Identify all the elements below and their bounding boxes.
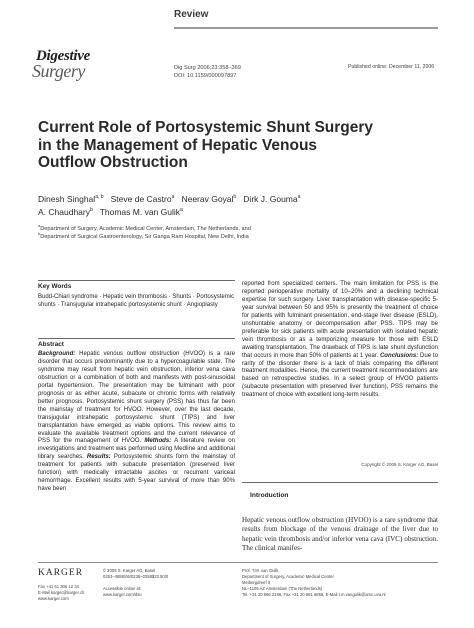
- footer-line: Department of Surgery, Academic Medical Center: [242, 574, 334, 579]
- journal-logo-line2: Surgery: [32, 61, 85, 81]
- footer-line[interactable]: Tel. +31 20 566 2166, Fax +31 20 691 6858, E-Mail t.m.vangulik@amc.uva.nl: [242, 592, 386, 597]
- journal-logo-line1: Digestive: [36, 48, 90, 64]
- affiliation-line: $^b$Department of Surgical Gastroenterology, Sir Ganga Ram Hospital, New Delhi, India: [38, 231, 249, 240]
- publication-info: [103, 568, 213, 598]
- author-name[interactable]: Neerav Goyal$^b$: [181, 194, 237, 204]
- publisher-contact: [38, 584, 98, 602]
- journal-url-link[interactable]: www.karger.com/dsu: [103, 592, 142, 597]
- intro-text: Hepatic venous outflow obstruction (HVOO) is a rare syndrome that results from blockage of the venous drainage of the liver due to hepatic vein thrombosis and/or inferior vena cava (IVC) obstruction. The clinical manifes-: [242, 516, 438, 553]
- footer-line: NL–1105 AZ Amsterdam (The Netherlands): [242, 586, 323, 591]
- email-link[interactable]: E-Mail karger@karger.ch: [38, 590, 85, 595]
- website-link[interactable]: www.karger.com: [38, 596, 69, 601]
- intro-heading: Introduction: [250, 492, 289, 499]
- author-list: [38, 193, 338, 218]
- footer-rule: [38, 562, 438, 563]
- footer-line: © 2006 S. Karger AG, Basel: [103, 568, 156, 573]
- citation-block: [174, 64, 241, 80]
- author-name[interactable]: Thomas M. van Gulik$^a$: [99, 206, 183, 217]
- abstract-continuation: reported from specialized centers. The main limitation for PSS is the reported perioperative mortality of 10–20% and a declining technical expertise for such surgery. Liver transplantation with disease-specific 5-year survival between 50 and 95% is presently the treatment of choice for patients with fulminant presentation, end-stage liver disease (ESLD), unshuntable anatomy or decompensation after PSS. TIPS may be preferable for sick patients with acute presentation with isolated hepatic vein thrombosis or as a temporizing measure for those with ESLD awaiting transplantation. The drawback of TIPS is late shunt dysfunction that occurs in more than 50% of patients at 1 year. Conclusions: Due to rarity of the disorder there is a lack of trials comparing the different treatment modalities. Hence, the current treatment recommendations are based on retrospective studies. In a select group of HVOO patients (subacute presentation with preserved liver function), PSS remains the treatment of choice with excellent long-term results.: [242, 281, 439, 399]
- abstract-heading: Abstract: [38, 341, 64, 348]
- author-name[interactable]: Dirk J. Gouma$^a$: [243, 194, 301, 204]
- affiliations: [38, 225, 338, 241]
- abstract-box: [38, 338, 235, 494]
- publisher-logo: KARGER: [38, 568, 84, 578]
- section-label: Review: [174, 9, 209, 20]
- journal-logo: [32, 48, 146, 81]
- footer-line: Meibergdreef 9: [242, 580, 271, 585]
- doi-link[interactable]: DOI: 10.1159/000097897: [174, 73, 237, 79]
- footer-line: Accessible online at:: [103, 586, 142, 591]
- author-name[interactable]: Dinesh Singhal$^{a, b}$: [38, 194, 104, 204]
- footer-line: 0253–4886/06/0236–0358$23.50/0: [103, 574, 169, 579]
- affiliation-line: $^a$Department of Surgery, Academic Medical Center, Amsterdam, The Netherlands, and: [38, 223, 251, 232]
- published-date: Published online: December 11, 2006: [348, 64, 435, 70]
- author-name[interactable]: Steve de Castro$^a$: [110, 194, 175, 204]
- footer-line: Prof. T.M. van Gulik: [242, 568, 279, 573]
- fax-line: Fax +41 61 306 12 34: [38, 584, 79, 589]
- article-title: Current Role of Portosystemic Shunt Surgery in the Management of Hepatic Venous Outflow Obstruction: [38, 119, 374, 171]
- author-name[interactable]: A. Chaudhary$^b$: [38, 206, 93, 217]
- header-rule: [174, 27, 438, 29]
- intro-rule: [242, 482, 438, 483]
- citation-line: Dig Surg 2006;23:358–369: [174, 65, 241, 71]
- keywords-text: Budd-Chiari syndrome · Hepatic vein thrombosis · Shunts · Portosystemic shunts · Transjugular intrahepatic portosystemic shunt · Angioplasty: [38, 294, 235, 309]
- abstract-text: Background: Hepatic venous outflow obstruction (HVOO) is a rare disorder that occurs predominantly due to a hypercoagulable state. The syndrome may result from hepatic vein obstruction, inferior vena cava obstruction or a combination of both and manifests with post-sinusoidal portal hypertension. The presentation may be fulminant with poor prognosis or as either acute, subacute or chronic forms with relatively better prognosis. Portosystemic shunt surgery (PSS) has thus far been the mainstay of treatment for HVOO. However, over the last decade, transjugular intrahepatic portosystemic shunt (TIPS) and liver transplantation have emerged as viable options. This review aims to evaluate the available treatment options and the current relevance of PSS for the management of HVOO. Methods: A literature review on investigations and treatment was performed using Medline and additional library searches. Results: Portosystemic shunts form the mainstay of treatment for patients with subacute presentation (preserved liver function) with medically intractable ascites or recurrent variceal hemorrhage. Excellent results with 5-year survival of more than 90% have been: [38, 351, 235, 493]
- abstract-copyright: Copyright © 2006 S. Karger AG, Basel: [361, 462, 438, 467]
- correspondence: [242, 568, 442, 598]
- keywords-heading: Key Words: [38, 283, 72, 290]
- keywords-box: [38, 280, 235, 310]
